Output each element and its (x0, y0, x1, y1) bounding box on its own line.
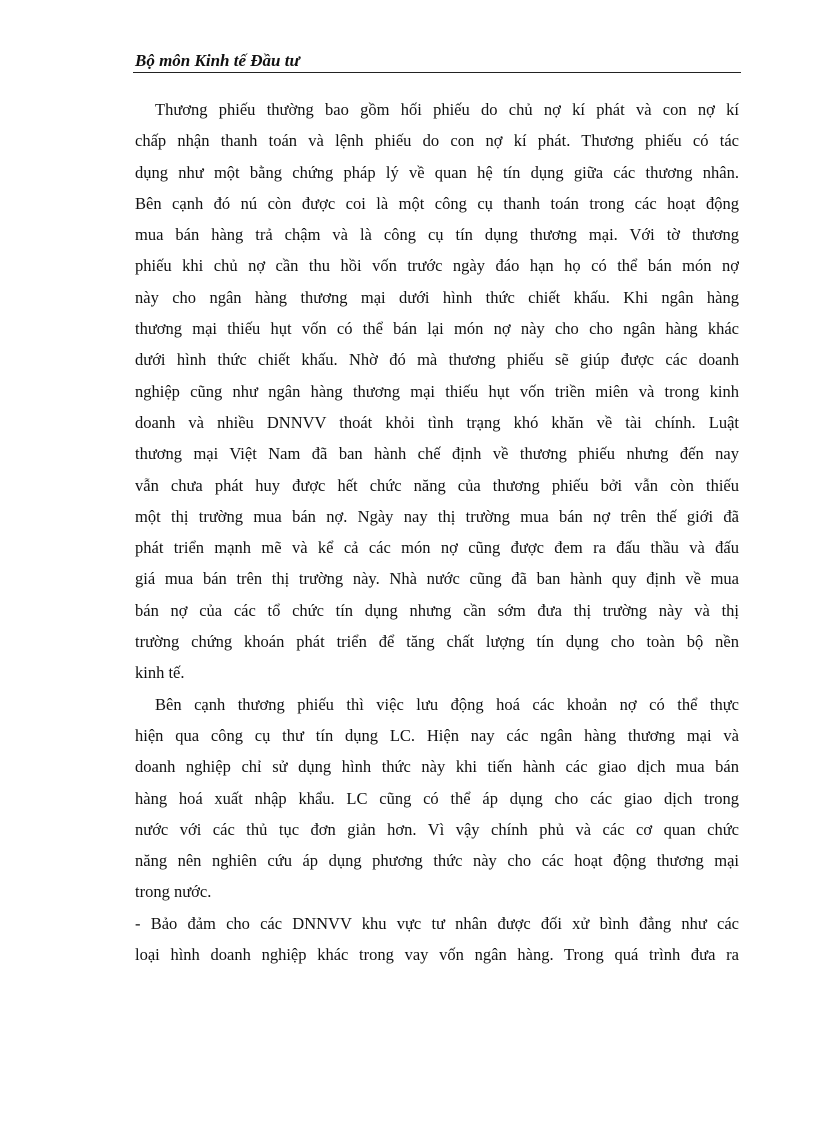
text-line: mua bán hàng trả chậm và là công cụ tín dụng thương mại. Với tờ thương (135, 225, 739, 245)
paragraph-2 (135, 689, 739, 908)
text-line: chấp nhận thanh toán và lệnh phiếu do con nợ kí phát. Thương phiếu có tác (135, 131, 739, 151)
header-title: Bộ môn Kinh tế Đầu tư (135, 51, 300, 70)
text-line: nước với các thủ tục đơn giản hơn. Vì vậy chính phủ và các cơ quan chức (135, 819, 739, 839)
text-line: dụng như một bằng chứng pháp lý về quan hệ tín dụng giữa các thương nhân. (135, 162, 739, 182)
text-line: trong nước. (135, 882, 212, 902)
text-line: hàng hoá xuất nhập khẩu. LC cũng có thể áp dụng cho các giao dịch trong (135, 788, 739, 808)
text-line: kinh tế. (135, 663, 185, 683)
text-line: doanh nghiệp chỉ sử dụng hình thức này khi tiến hành các giao dịch mua bán (135, 757, 739, 777)
page-header (133, 48, 741, 73)
text-line: - Bảo đảm cho các DNNVV khu vực tư nhân được đối xử bình đẳng như các (135, 913, 739, 933)
text-line: nghiệp cũng như ngân hàng thương mại thiếu hụt vốn triền miên và trong kinh (135, 381, 739, 401)
text-line: trường chứng khoán phát triển để tăng chất lượng tín dụng cho toàn bộ nền (135, 632, 739, 652)
paragraph-1 (135, 94, 739, 689)
text-line: này cho ngân hàng thương mại dưới hình thức chiết khấu. Khi ngân hàng (135, 287, 739, 307)
text-line: một thị trường mua bán nợ. Ngày nay thị trường mua bán nợ trên thế giới đã (135, 506, 739, 526)
text-line: phát triển mạnh mẽ và kể cả các món nợ cũng được đem ra đấu thầu và đấu (135, 538, 739, 558)
text-line: thương mại Việt Nam đã ban hành chế định về thương phiếu nhưng đến nay (135, 444, 739, 464)
text-line: loại hình doanh nghiệp khác trong vay vốn ngân hàng. Trong quá trình đưa ra (135, 945, 739, 965)
text-line: hiện qua công cụ thư tín dụng LC. Hiện nay các ngân hàng thương mại và (135, 725, 739, 745)
text-line: giá mua bán trên thị trường này. Nhà nước cũng đã ban hành quy định về mua (135, 569, 739, 589)
text-line: doanh và nhiều DNNVV thoát khỏi tình trạng khó khăn về tài chính. Luật (135, 412, 739, 432)
text-line: vẫn chưa phát huy được hết chức năng của thương phiếu bởi vẫn còn thiếu (135, 475, 739, 495)
text-line: dưới hình thức chiết khấu. Nhờ đó mà thương phiếu sẽ giúp được các doanh (135, 350, 739, 370)
text-line: phiếu khi chủ nợ cần thu hồi vốn trước ngày đáo hạn họ có thể bán món nợ (135, 256, 739, 276)
text-line: Bên cạnh đó nú còn được coi là một công cụ thanh toán trong các hoạt động (135, 193, 739, 213)
text-line: năng nên nghiên cứu áp dụng phương thức này cho các hoạt động thương mại (135, 851, 739, 871)
paragraph-3 (135, 908, 739, 971)
text-line: Thương phiếu thường bao gồm hối phiếu do chủ nợ kí phát và con nợ kí (155, 100, 739, 119)
text-line: thương mại thiếu hụt vốn có thể bán lại món nợ này cho cho ngân hàng khác (135, 319, 739, 339)
text-line: bán nợ của các tổ chức tín dụng nhưng cần sớm đưa thị trường này và thị (135, 600, 739, 620)
body-text (135, 94, 739, 970)
text-line: Bên cạnh thương phiếu thì việc lưu động hoá các khoản nợ có thể thực (155, 694, 739, 714)
